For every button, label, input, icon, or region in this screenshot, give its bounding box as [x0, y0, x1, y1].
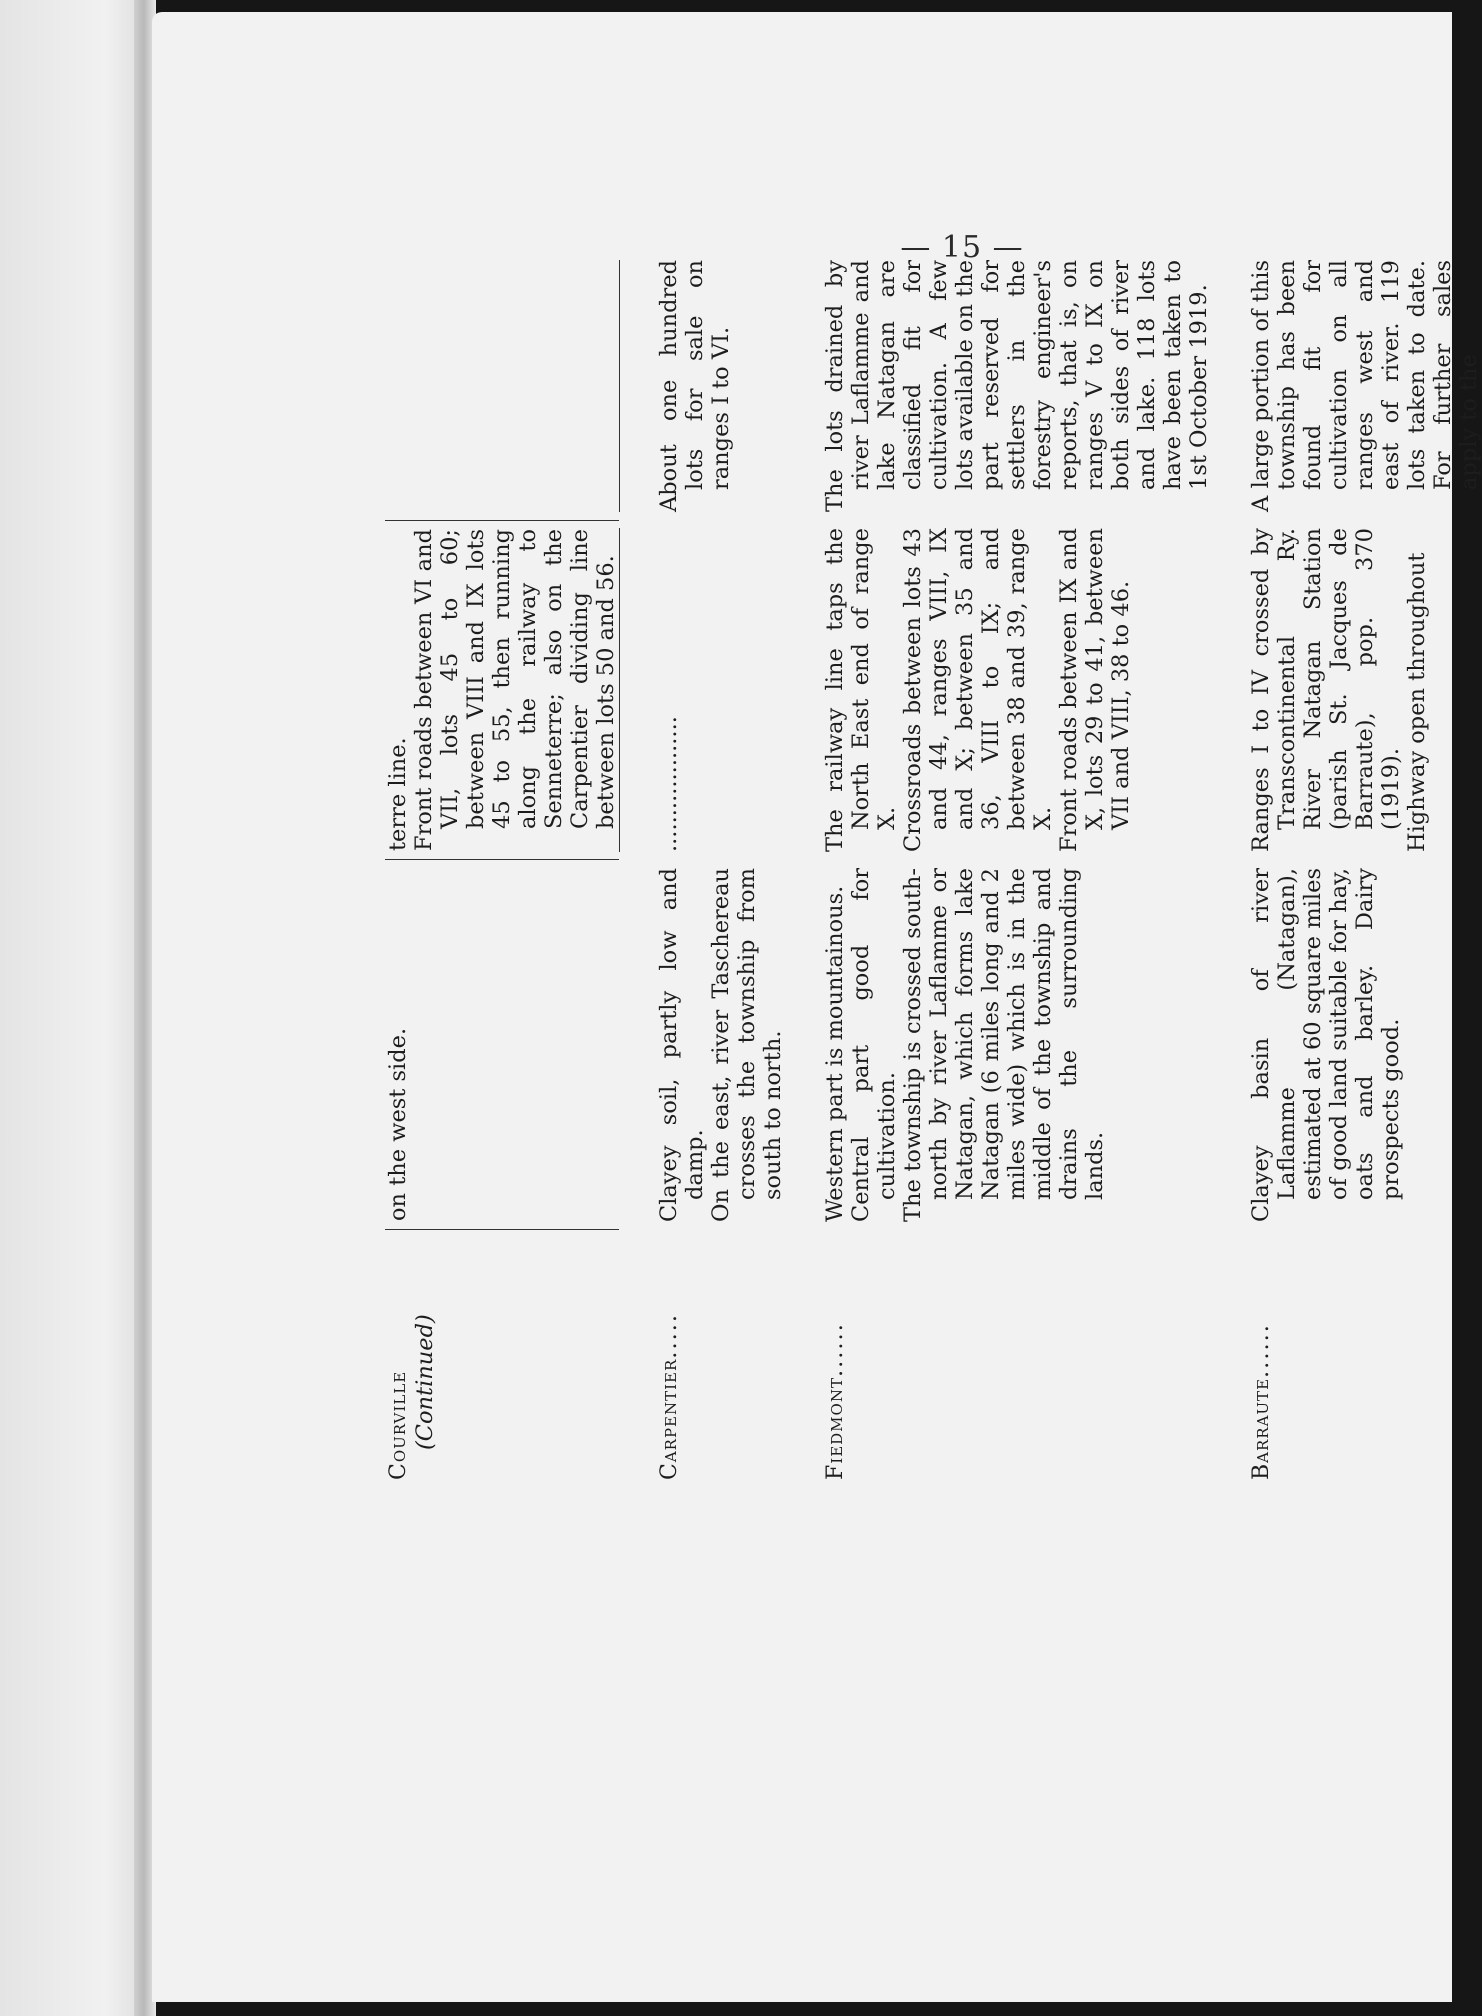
township-table — [385, 260, 1482, 1480]
row-gap — [786, 260, 822, 1480]
left-page-edge — [0, 0, 150, 2016]
roads-text: terre line. — [385, 737, 411, 851]
soil-cell — [656, 860, 786, 1230]
row-gap — [620, 260, 656, 1480]
township-name-continued: (Continued) — [412, 1314, 438, 1450]
remarks-text: A large portion of this township has been found fit for cultivation on all ranges west and east of river. 119 lots taken to date. For further sales apply to the — [1248, 260, 1482, 512]
soil-text: Clayey soil, partly low and damp. — [656, 868, 708, 1222]
township-name: Courville — [386, 1370, 411, 1480]
roads-cell — [656, 520, 786, 860]
soil-cell — [1248, 860, 1482, 1230]
roads-text: Crossroads between lots 43 and 44, ranges VIII, IX and X; between 35 and 36, VIII to IX; and between 38 and 39, range X. — [900, 528, 1056, 852]
township-name-cell — [385, 1230, 619, 1480]
roads-leader-dots: ................... — [656, 716, 682, 852]
township-name: Carpentier — [657, 1358, 682, 1480]
township-name-cell — [656, 1230, 786, 1480]
table-row — [656, 260, 786, 1480]
remarks-cell — [656, 260, 786, 520]
soil-text: On the east, river Taschereau crosses the township from south to north. — [708, 868, 786, 1222]
soil-text: Western part is mountainous. — [822, 885, 848, 1222]
township-name: Fiedmont — [823, 1377, 848, 1480]
remarks-cell — [1248, 260, 1482, 520]
soil-text: Central part good for cultivation. — [848, 868, 900, 1222]
soil-text: The township is crossed south-north by river Laflamme or Natagan, which forms lake Natagan (6 miles long and 2 miles wide) which is in the middle of the township and drains the surrounding lands. — [900, 868, 1108, 1222]
roads-cell — [1248, 520, 1482, 860]
roads-cell — [385, 520, 619, 860]
table-row — [822, 260, 1212, 1480]
row-gap — [1212, 260, 1248, 1480]
soil-text: Clayey basin of river Laflamme (Natagan), estimated at 60 square miles of good land suitable for hay, oats and barley. Dairy prospects good. — [1248, 868, 1404, 1222]
remarks-text: The lots drained by river Laflamme and lake Natagan are classified fit for cultivation. A few lots available on the part reserved for settlers in the forestry engineer's reports, that is, on ranges V to IX on both sides of river and lake. 118 lots have been taken to 1st October 1919. — [822, 260, 1212, 512]
roads-text: The railway line taps the North East end of range X. — [822, 528, 900, 852]
roads-text: Ranges I to IV crossed by Transcontinental Ry. River Natagan Station (parish St. Jacques de Barraute), pop. 370 (1919). — [1248, 528, 1404, 852]
remarks-cell — [822, 260, 1212, 520]
leader-dots: ...... — [822, 1322, 848, 1378]
leader-dots: ..... — [656, 1312, 682, 1359]
township-name-cell — [1248, 1230, 1482, 1480]
page-number: — 15 — — [900, 230, 1024, 265]
row-separator — [619, 260, 620, 1480]
table-row — [385, 260, 619, 1480]
remarks-cell — [385, 260, 619, 520]
soil-text: on the west side. — [385, 1027, 411, 1221]
soil-cell — [385, 860, 619, 1230]
leader-dots: ...... — [1248, 1323, 1274, 1378]
roads-cell — [822, 520, 1212, 860]
roads-text: Highway open throughout — [1404, 552, 1430, 852]
township-name: Barraute — [1249, 1377, 1274, 1480]
township-name-cell — [822, 1230, 1212, 1480]
roads-text: Front roads between IX and X, lots 29 to 41, between VII and VIII, 38 to 46. — [1056, 528, 1134, 852]
remarks-text: About one hundred lots for sale on ranges I to VI. — [656, 260, 734, 512]
roads-text: Front roads between VI and VII, lots 45 to 60; between VIII and IX lots 45 to 55, then running along the railway to Senneterre; also on the Carpentier dividing line between lots 50 and 56. — [411, 529, 619, 851]
soil-cell — [822, 860, 1212, 1230]
table-row — [1248, 260, 1482, 1480]
